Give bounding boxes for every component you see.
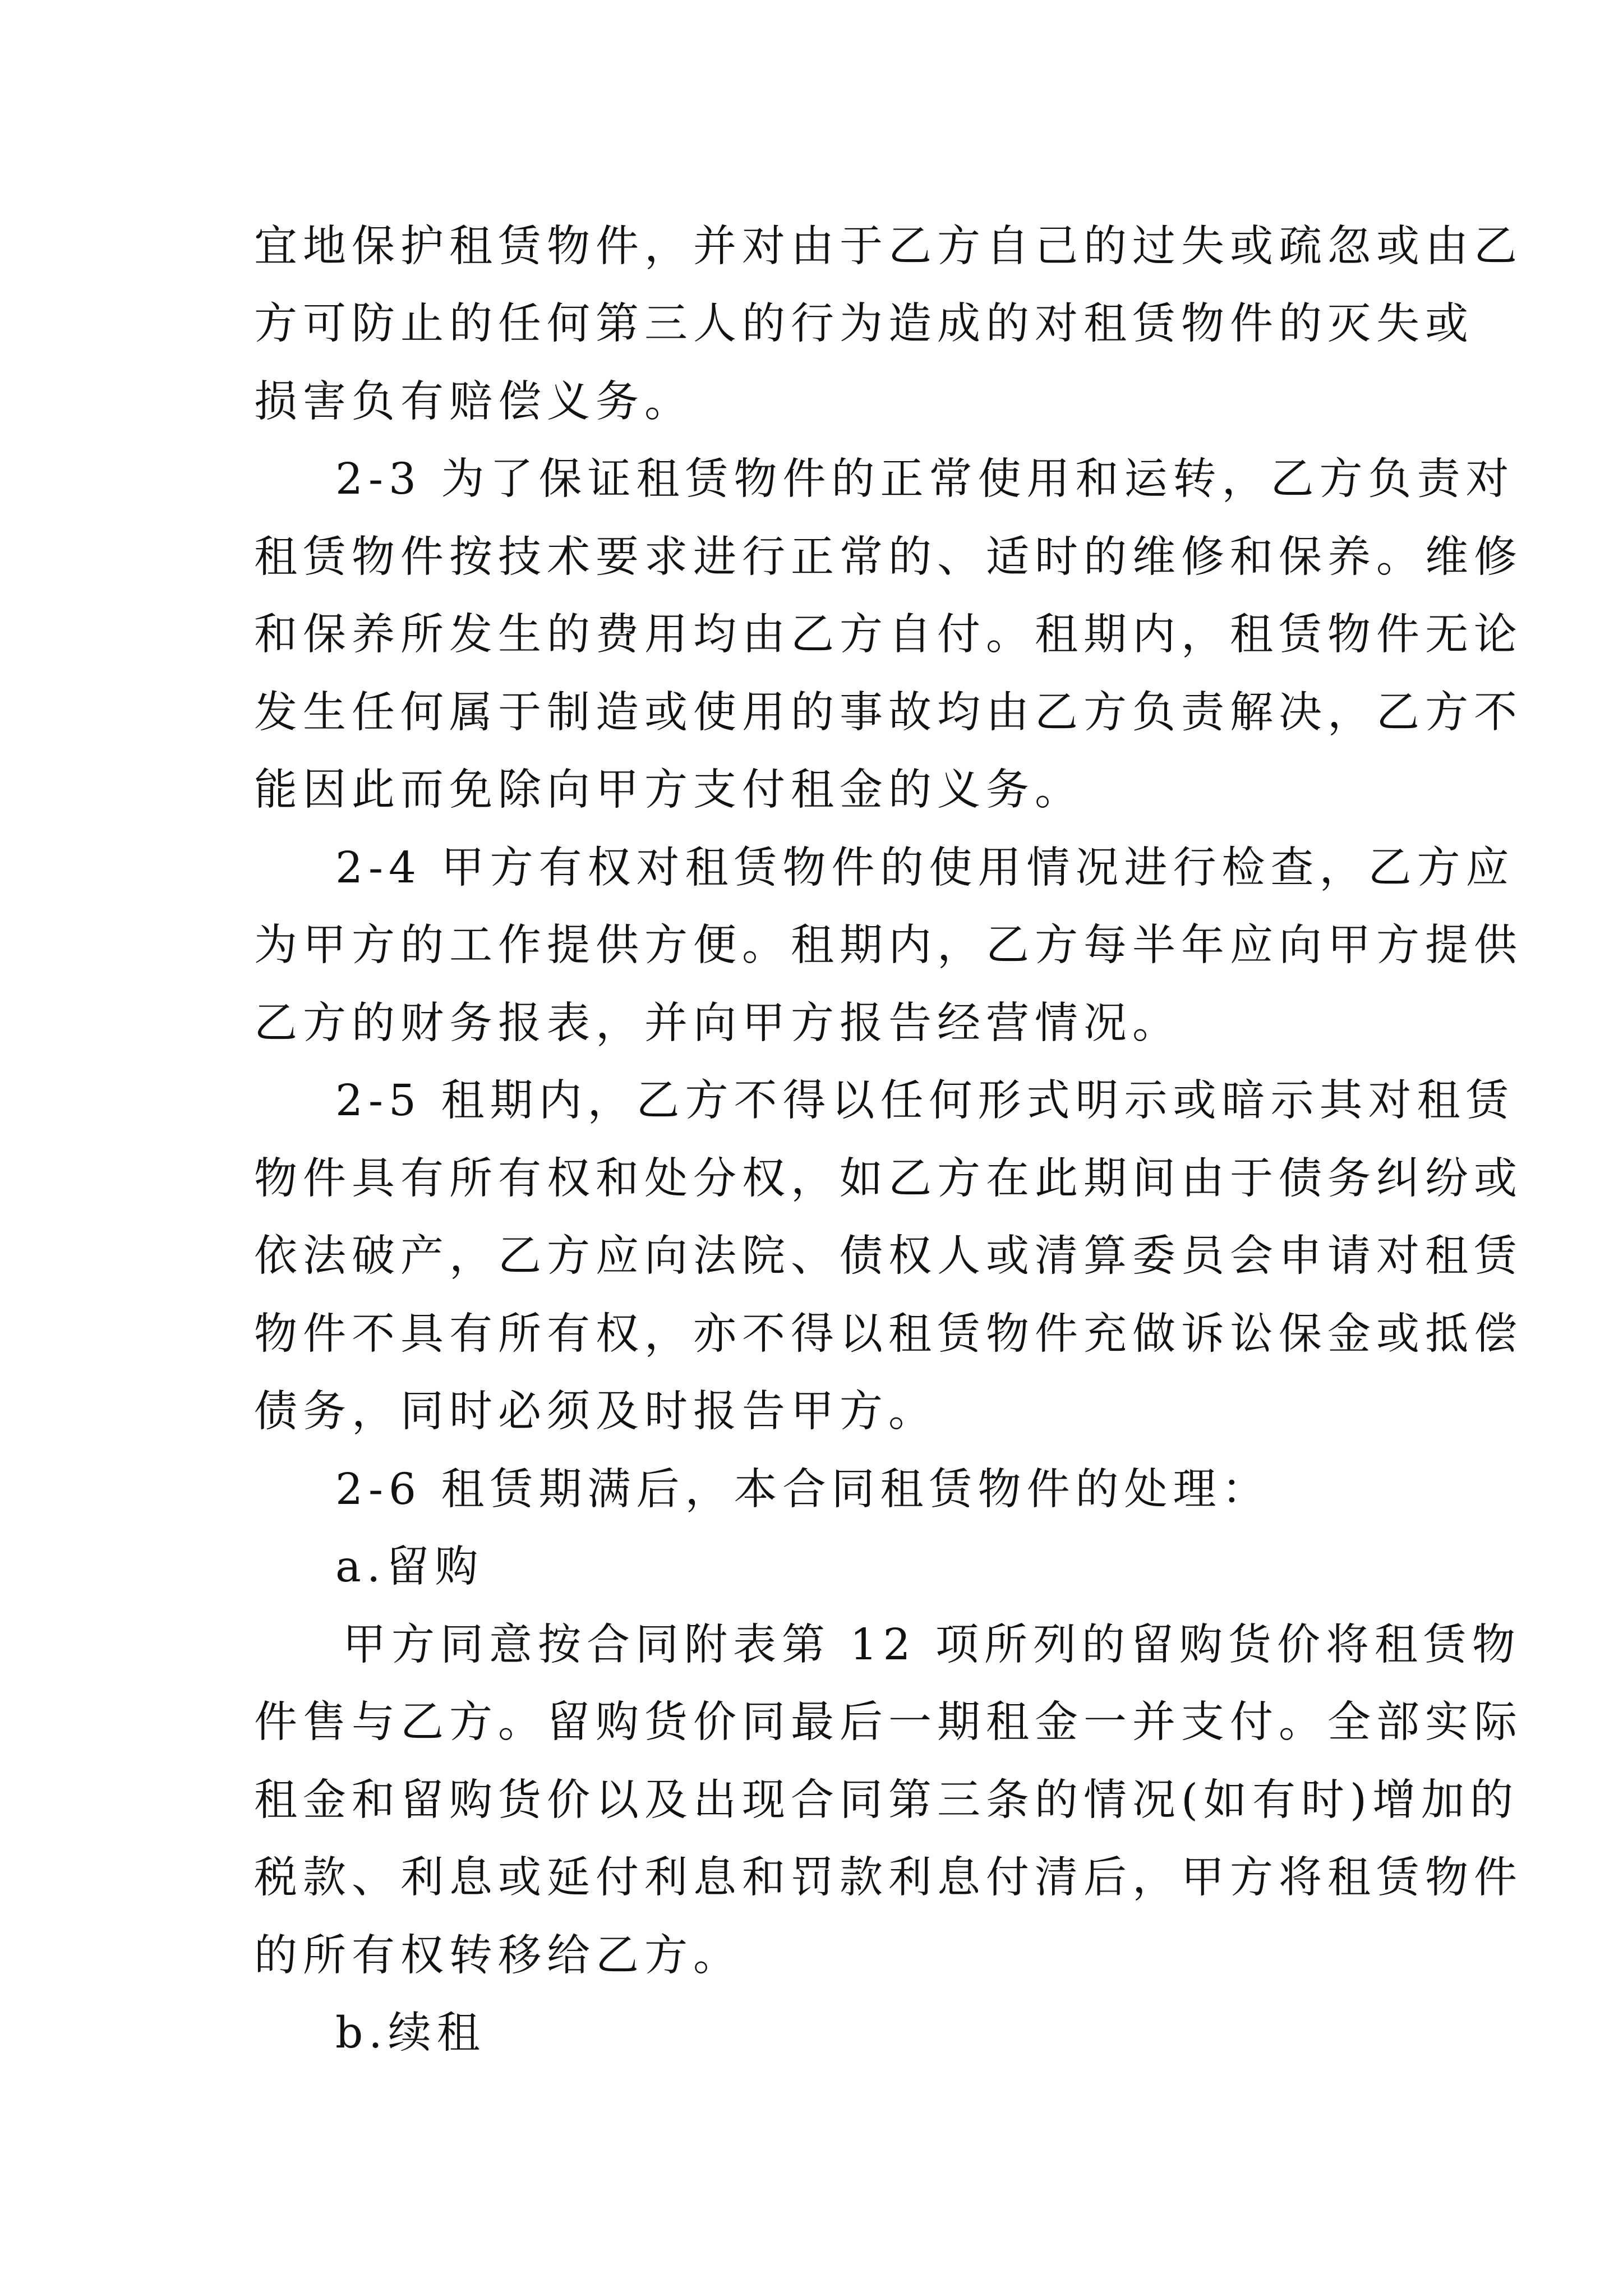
text-line: b.续租 xyxy=(335,2008,486,2058)
text-line: 2-6 租赁期满后，本合同租赁物件的处理： xyxy=(335,1465,1271,1515)
text-line: 甲方同意按合同附表第 12 项所列的留购货价将租赁物 xyxy=(343,1620,1521,1670)
text-line: 物件不具有所有权，亦不得以租赁物件充做诉讼保金或抵偿 xyxy=(254,1309,1523,1359)
text-line: 和保养所发生的费用均由乙方自付。租期内，租赁物件无论 xyxy=(254,610,1523,660)
text-line: 租赁物件按技术要求进行正常的、适时的维修和保养。维修 xyxy=(254,532,1523,582)
text-line: 损害负有赔偿义务。 xyxy=(254,377,693,427)
text-line: a.留购 xyxy=(335,1542,484,1592)
text-line: 依法破产，乙方应向法院、债权人或清算委员会申请对租赁 xyxy=(254,1231,1523,1281)
text-line: 2-4 甲方有权对租赁物件的使用情况进行检查，乙方应 xyxy=(335,843,1515,893)
text-line: 宜地保护租赁物件，并对由于乙方自己的过失或疏忽或由乙 xyxy=(254,222,1523,272)
text-line: 能因此而免除向甲方支付租金的义务。 xyxy=(254,765,1083,815)
text-line: 的所有权转移给乙方。 xyxy=(254,1931,742,1981)
text-line: 为甲方的工作提供方便。租期内，乙方每半年应向甲方提供 xyxy=(254,921,1523,970)
text-line: 租金和留购货价以及出现合同第三条的情况(如有时)增加的 xyxy=(254,1775,1519,1825)
text-line: 乙方的财务报表，并向甲方报告经营情况。 xyxy=(254,999,1181,1048)
text-line: 件售与乙方。留购货价同最后一期租金一并支付。全部实际 xyxy=(254,1697,1523,1747)
text-line: 税款、利息或延付利息和罚款利息付清后，甲方将租赁物件 xyxy=(254,1853,1523,1903)
text-line: 发生任何属于制造或使用的事故均由乙方负责解决，乙方不 xyxy=(254,688,1523,738)
text-line: 方可防止的任何第三人的行为造成的对租赁物件的灭失或 xyxy=(254,299,1474,349)
text-line: 2-5 租期内，乙方不得以任何形式明示或暗示其对租赁 xyxy=(335,1076,1515,1126)
text-line: 债务，同时必须及时报告甲方。 xyxy=(254,1387,937,1437)
text-line: 2-3 为了保证租赁物件的正常使用和运转，乙方负责对 xyxy=(335,454,1515,504)
text-line: 物件具有所有权和处分权，如乙方在此期间由于债务纠纷或 xyxy=(254,1154,1523,1204)
